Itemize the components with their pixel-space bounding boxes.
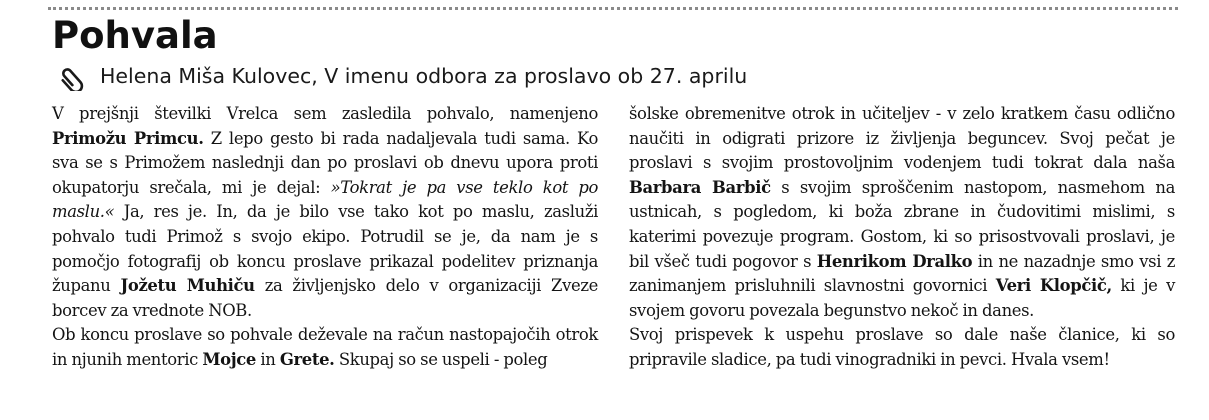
bold-name: Jožetu Muhiču xyxy=(120,276,255,296)
text-run: Z lepo gesto bi rada nadaljevala tudi sama. Ko sva se s Primožem naslednji dan po proslavi ob dnevu upora proti okupatorju srečala, mi je dejal: xyxy=(52,128,598,197)
text-run: Skupaj so se uspeli - poleg xyxy=(334,349,548,369)
article-column-right xyxy=(629,102,1175,373)
paperclip-icon xyxy=(58,61,92,91)
paragraph xyxy=(52,102,598,323)
article-column-left xyxy=(52,102,598,373)
text-run: s svojim sproščenim nastopom, nasmehom na ustnicah, s pogledom, ki boža zbrane in čudovitimi mislimi, s katerimi povezuje program. Gostom, ki so prisostvovali proslavi, je bil všeč tudi pogovor s xyxy=(629,177,1176,271)
bold-name: Mojce xyxy=(202,349,257,369)
byline xyxy=(58,61,747,91)
text-run: šolske obremenitve otrok in učiteljev - v zelo kratkem času odlično naučiti in odigrati prizore iz življenja beguncev. Svoj pečat je proslavi s svojim prostovoljnim vodenjem tudi tokrat dala naša xyxy=(629,104,1175,173)
paragraph xyxy=(629,102,1175,323)
byline-text: Helena Miša Kulovec, V imenu odbora za proslavo ob 27. aprilu xyxy=(100,64,748,88)
text-run: ki je v svojem govoru povezala begunstvo nekoč in danes. xyxy=(629,276,1175,320)
article-title: Pohvala xyxy=(52,14,218,57)
text-run: V prejšnji številki Vrelca sem zasledila pohvalo, namenjeno xyxy=(52,104,598,123)
text-run: Ob koncu proslave so pohvale deževale na račun nastopajočih otrok in njunih mentoric xyxy=(52,325,598,369)
dotted-divider xyxy=(48,7,1178,10)
text-run: Svoj prispevek k uspehu proslave so dale naše članice, ki so pripravile sladice, pa tudi vinogradniki in pevci. Hvala vsem! xyxy=(629,325,1175,369)
paragraph xyxy=(52,323,598,372)
text-run: in ne nazadnje smo vsi z zanimanjem prisluhnili slavnostni govornici xyxy=(629,251,1175,296)
text-run: za življenjsko delo v organizaciji Zveze borcev za vrednote NOB. xyxy=(52,276,598,320)
italic-quote: »Tokrat je pa vse teklo kot po maslu.« xyxy=(52,177,598,222)
bold-name: Henrikom Dralko xyxy=(816,251,973,271)
text-run: in xyxy=(256,349,280,369)
paragraph xyxy=(629,323,1175,372)
bold-name: Grete. xyxy=(279,349,335,369)
text-run: Ja, res je. In, da je bilo vse tako kot po maslu, zasluži pohvalo tudi Primož s svojo ekipo. Potrudil se je, da nam je s pomočjo fotografij ob koncu proslave prikazal podelitev priznanja županu xyxy=(52,202,598,296)
bold-name: Primožu Primcu. xyxy=(52,128,204,148)
bold-name: Barbara Barbič xyxy=(629,177,771,197)
bold-name: Veri Klopčič, xyxy=(995,276,1112,296)
